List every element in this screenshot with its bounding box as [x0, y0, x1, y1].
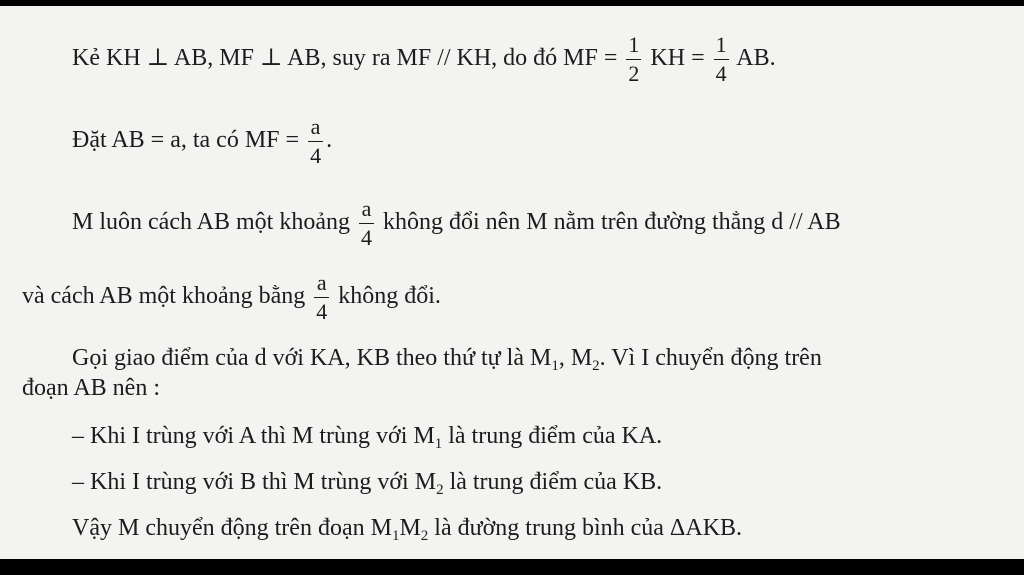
fraction-numerator: 1: [628, 32, 640, 57]
fraction-one-half: [626, 34, 641, 85]
fraction-a-over-4: [359, 198, 374, 249]
fraction-bar: [308, 141, 323, 142]
text-line-m-distance: [72, 198, 841, 249]
text-segment: là trung điểm của KB.: [443, 469, 663, 495]
text-segment: không đổi nên M nằm trên đường thẳng d // AB: [382, 209, 841, 236]
fraction-one-quarter: [714, 34, 729, 85]
fraction-numerator: 1: [715, 32, 727, 57]
text-segment: Gọi giao điểm của d với KA, KB theo thứ tự là M: [72, 345, 552, 371]
subscript: 2: [436, 482, 444, 498]
fraction-a-over-4: [308, 116, 323, 167]
text-segment: không đổi.: [338, 283, 441, 310]
document-page: [0, 6, 1024, 559]
text-line-kh-perpendicular: [72, 34, 776, 85]
text-segment: .: [326, 127, 333, 154]
text-segment: là trung điểm của KA.: [442, 423, 663, 449]
text-line-intersection: [72, 344, 822, 380]
text-segment: đoạn AB nên :: [22, 375, 160, 401]
fraction-a-over-4: [314, 272, 329, 323]
text-segment: Kẻ KH ⊥ AB, MF ⊥ AB, suy ra MF // KH, do đó MF =: [72, 45, 618, 72]
fraction-bar: [314, 297, 329, 298]
text-segment: Đặt AB = a, ta có MF =: [72, 127, 300, 154]
subscript: 1: [434, 436, 443, 452]
text-segment: M luôn cách AB một khoảng: [72, 209, 350, 236]
text-segment: KH =: [650, 45, 705, 72]
subscript: 2: [592, 358, 600, 374]
fraction-bar: [359, 223, 374, 224]
text-segment: và cách AB một khoảng bằng: [22, 283, 306, 310]
text-segment: AB.: [736, 45, 776, 72]
fraction-denominator: 4: [316, 299, 328, 324]
text-segment: Vậy M chuyển động trên đoạn M: [72, 515, 392, 541]
fraction-bar: [626, 59, 641, 60]
subscript: 1: [551, 358, 559, 374]
text-line-set-ab: [72, 116, 332, 167]
subscript: 1: [391, 528, 400, 544]
text-segment: – Khi I trùng với A thì M trùng với M: [72, 423, 435, 449]
fraction-numerator: a: [310, 114, 321, 139]
text-segment: , M: [558, 345, 593, 371]
subscript: 2: [420, 528, 429, 544]
fraction-denominator: 4: [310, 143, 322, 168]
text-line-segment-ab: [22, 374, 160, 402]
fraction-numerator: a: [316, 270, 327, 295]
text-segment: . Vì I chuyển động trên: [599, 345, 822, 371]
text-line-and-distance: [22, 272, 441, 323]
text-line-case-a: [72, 422, 662, 458]
fraction-denominator: 4: [715, 61, 727, 86]
fraction-denominator: 2: [628, 61, 640, 86]
fraction-denominator: 4: [360, 225, 372, 250]
fraction-numerator: a: [361, 196, 372, 221]
text-segment: là đường trung bình của ΔAKB.: [428, 515, 743, 541]
text-segment: – Khi I trùng với B thì M trùng với M: [72, 469, 437, 495]
text-line-case-b: [72, 468, 662, 504]
fraction-bar: [714, 59, 729, 60]
text-line-conclusion: [72, 514, 742, 550]
text-segment: M: [399, 515, 421, 541]
